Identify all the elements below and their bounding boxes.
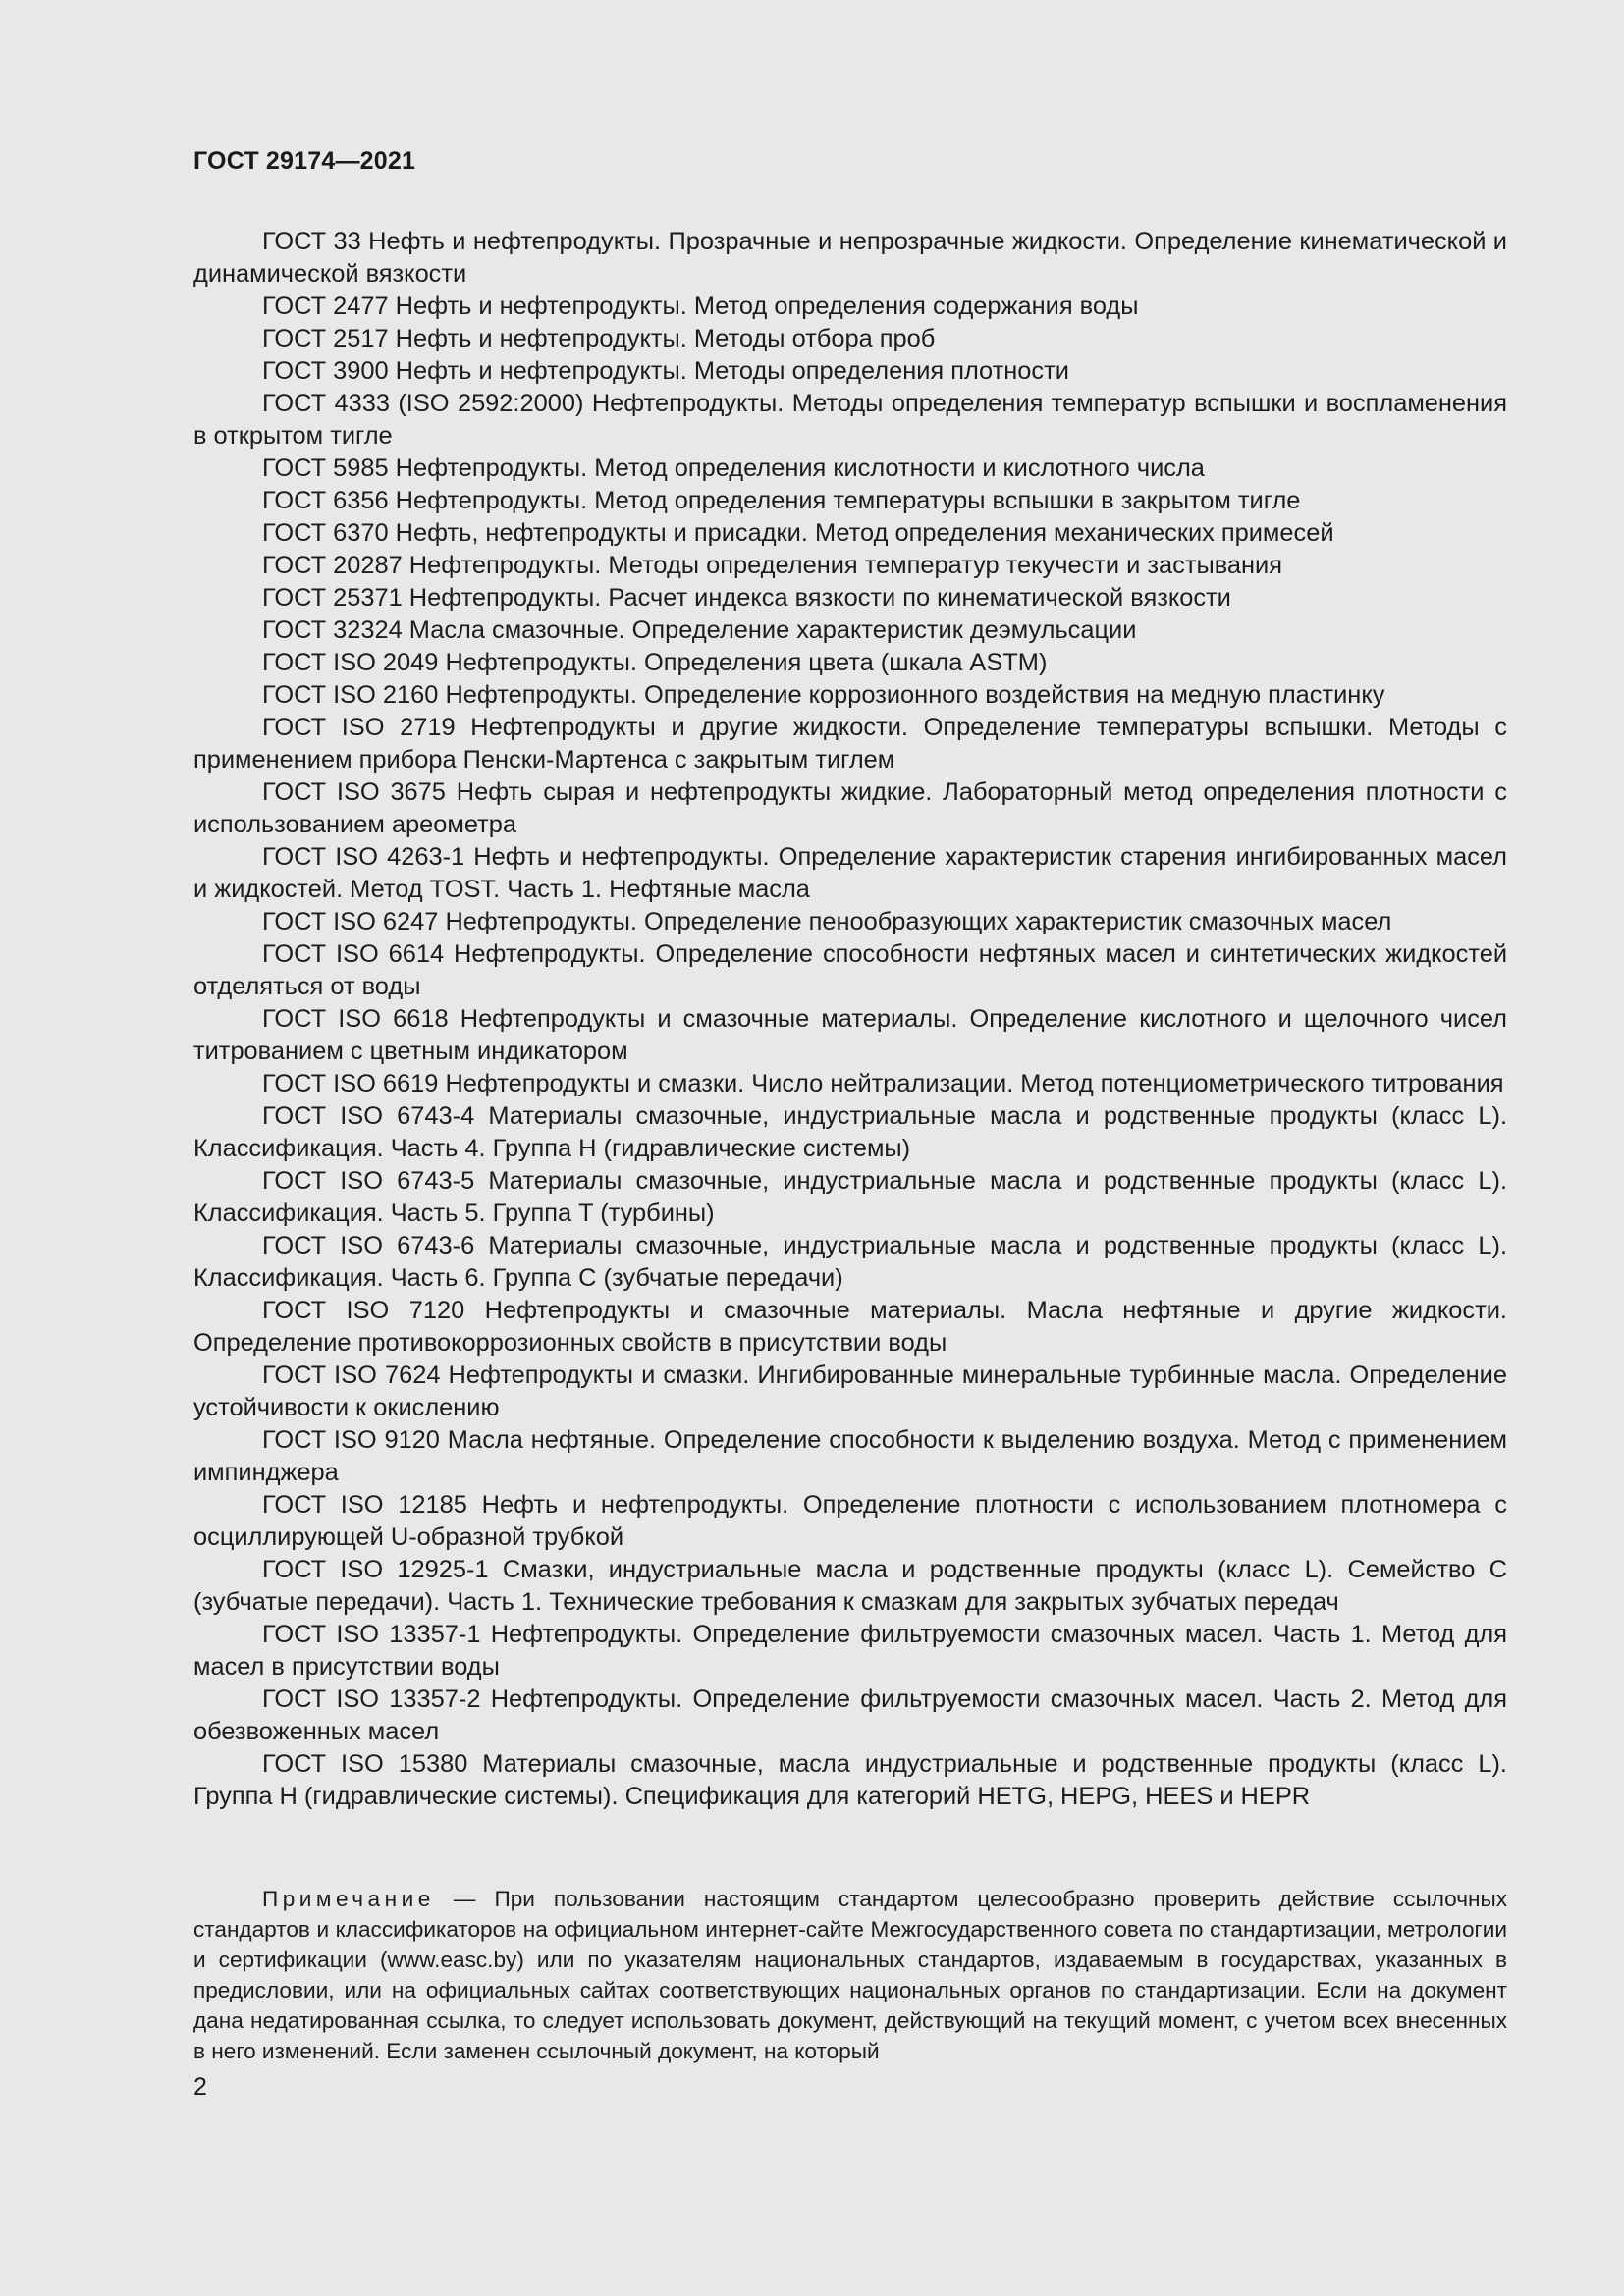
- reference-item: ГОСТ 3900 Нефть и нефтепродукты. Методы определения плотности: [262, 357, 1069, 385]
- reference-item: ГОСТ ISO 7624 Нефтепродукты и смазки. Ингибированные минеральные турбинные масла. Определение устойчивости к окислению: [193, 1362, 1507, 1421]
- reference-item: ГОСТ 32324 Масла смазочные. Определение характеристик деэмульсации: [262, 616, 1137, 644]
- reference-item: ГОСТ 4333 (ISO 2592:2000) Нефтепродукты. Методы определения температур вспышки и воспламенения в открытом тигле: [193, 390, 1507, 450]
- reference-item: ГОСТ 33 Нефть и нефтепродукты. Прозрачные и непрозрачные жидкости. Определение кинематической и динамической вязкости: [193, 228, 1507, 288]
- reference-item: ГОСТ ISO 6743-6 Материалы смазочные, индустриальные масла и родственные продукты (класс L). Классификация. Часть 6. Группа C (зубчатые передачи): [193, 1232, 1507, 1292]
- page-number: 2: [193, 2073, 207, 2101]
- reference-item: ГОСТ 2517 Нефть и нефтепродукты. Методы отбора проб: [262, 325, 936, 352]
- reference-item: ГОСТ ISO 2719 Нефтепродукты и другие жидкости. Определение температуры вспышки. Методы с применением прибора Пенски-Мартенса с закрытым тиглем: [193, 714, 1507, 774]
- note-text: — При пользовании настоящим стандартом целесообразно проверить действие ссылочных стандартов и классификаторов на официальном интернет-сайте Межгосударственного совета по стандартизации, метрологии и сертификации (www.easc.by) или по указателям национальных стандартов, издаваемым в государствах, указанных в предисловии, или на официальных сайтах соответствующих национальных органов по стандартизации. Если на документ дана недатированная ссылка, то следует использовать документ, действующий на текущий момент, с учетом всех внесенных в него изменений. Если заменен ссылочный документ, на который: [193, 1886, 1507, 2063]
- reference-item: ГОСТ ISO 6614 Нефтепродукты. Определение способности нефтяных масел и синтетических жидкостей отделяться от воды: [193, 940, 1507, 1000]
- reference-item: ГОСТ ISO 9120 Масла нефтяные. Определение способности к выделению воздуха. Метод с применением импинджера: [193, 1426, 1507, 1486]
- reference-item: ГОСТ 5985 Нефтепродукты. Метод определения кислотности и кислотного числа: [262, 454, 1205, 482]
- reference-item: ГОСТ ISO 2160 Нефтепродукты. Определение коррозионного воздействия на медную пластинку: [262, 681, 1385, 709]
- reference-item: ГОСТ 6356 Нефтепродукты. Метод определения температуры вспышки в закрытом тигле: [262, 487, 1301, 514]
- reference-item: ГОСТ ISO 13357-2 Нефтепродукты. Определение фильтруемости смазочных масел. Часть 2. Метод для обезвоженных масел: [193, 1685, 1507, 1745]
- reference-item: ГОСТ 20287 Нефтепродукты. Методы определения температур текучести и застывания: [262, 552, 1282, 579]
- note-paragraph: [193, 1884, 1507, 2066]
- reference-item: ГОСТ ISO 13357-1 Нефтепродукты. Определение фильтруемости смазочных масел. Часть 1. Метод для масел в присутствии воды: [193, 1621, 1507, 1681]
- reference-item: ГОСТ ISO 15380 Материалы смазочные, масла индустриальные и родственные продукты (класс L). Группа H (гидравлические системы). Спецификация для категорий HETG, HEPG, HEES и HEPR: [193, 1750, 1507, 1810]
- note-label: Примечание: [262, 1886, 435, 1911]
- reference-item: ГОСТ 2477 Нефть и нефтепродукты. Метод определения содержания воды: [262, 293, 1139, 320]
- reference-item: ГОСТ ISO 6743-4 Материалы смазочные, индустриальные масла и родственные продукты (класс L). Классификация. Часть 4. Группа H (гидравлические системы): [193, 1102, 1507, 1162]
- reference-item: ГОСТ ISO 6743-5 Материалы смазочные, индустриальные масла и родственные продукты (класс L). Классификация. Часть 5. Группа T (турбины): [193, 1167, 1507, 1227]
- document-header: ГОСТ 29174—2021: [193, 147, 416, 175]
- reference-item: ГОСТ ISO 6619 Нефтепродукты и смазки. Число нейтрализации. Метод потенциометрического титрования: [262, 1070, 1504, 1097]
- reference-item: ГОСТ ISO 2049 Нефтепродукты. Определения цвета (шкала ASTM): [262, 649, 1048, 676]
- reference-item: ГОСТ ISO 12925-1 Смазки, индустриальные масла и родственные продукты (класс L). Семейство C (зубчатые передачи). Часть 1. Технические требования к смазкам для закрытых зубчатых передач: [193, 1556, 1507, 1616]
- reference-item: ГОСТ ISO 6618 Нефтепродукты и смазочные материалы. Определение кислотного и щелочного чисел титрованием с цветным индикатором: [193, 1005, 1507, 1065]
- normative-references-list: [193, 226, 1507, 1813]
- reference-item: ГОСТ 6370 Нефть, нефтепродукты и присадки. Метод определения механических примесей: [262, 519, 1334, 547]
- reference-item: ГОСТ ISO 3675 Нефть сырая и нефтепродукты жидкие. Лабораторный метод определения плотности с использованием ареометра: [193, 778, 1507, 838]
- reference-item: ГОСТ ISO 12185 Нефть и нефтепродукты. Определение плотности с использованием плотномера с осциллирующей U-образной трубкой: [193, 1491, 1507, 1551]
- reference-item: ГОСТ ISO 4263-1 Нефть и нефтепродукты. Определение характеристик старения ингибированных масел и жидкостей. Метод TOST. Часть 1. Нефтяные масла: [193, 843, 1507, 903]
- reference-item: ГОСТ 25371 Нефтепродукты. Расчет индекса вязкости по кинематической вязкости: [262, 584, 1231, 612]
- reference-item: ГОСТ ISO 7120 Нефтепродукты и смазочные материалы. Масла нефтяные и другие жидкости. Определение противокоррозионных свойств в присутствии воды: [193, 1297, 1507, 1357]
- reference-item: ГОСТ ISO 6247 Нефтепродукты. Определение пенообразующих характеристик смазочных масел: [262, 908, 1392, 935]
